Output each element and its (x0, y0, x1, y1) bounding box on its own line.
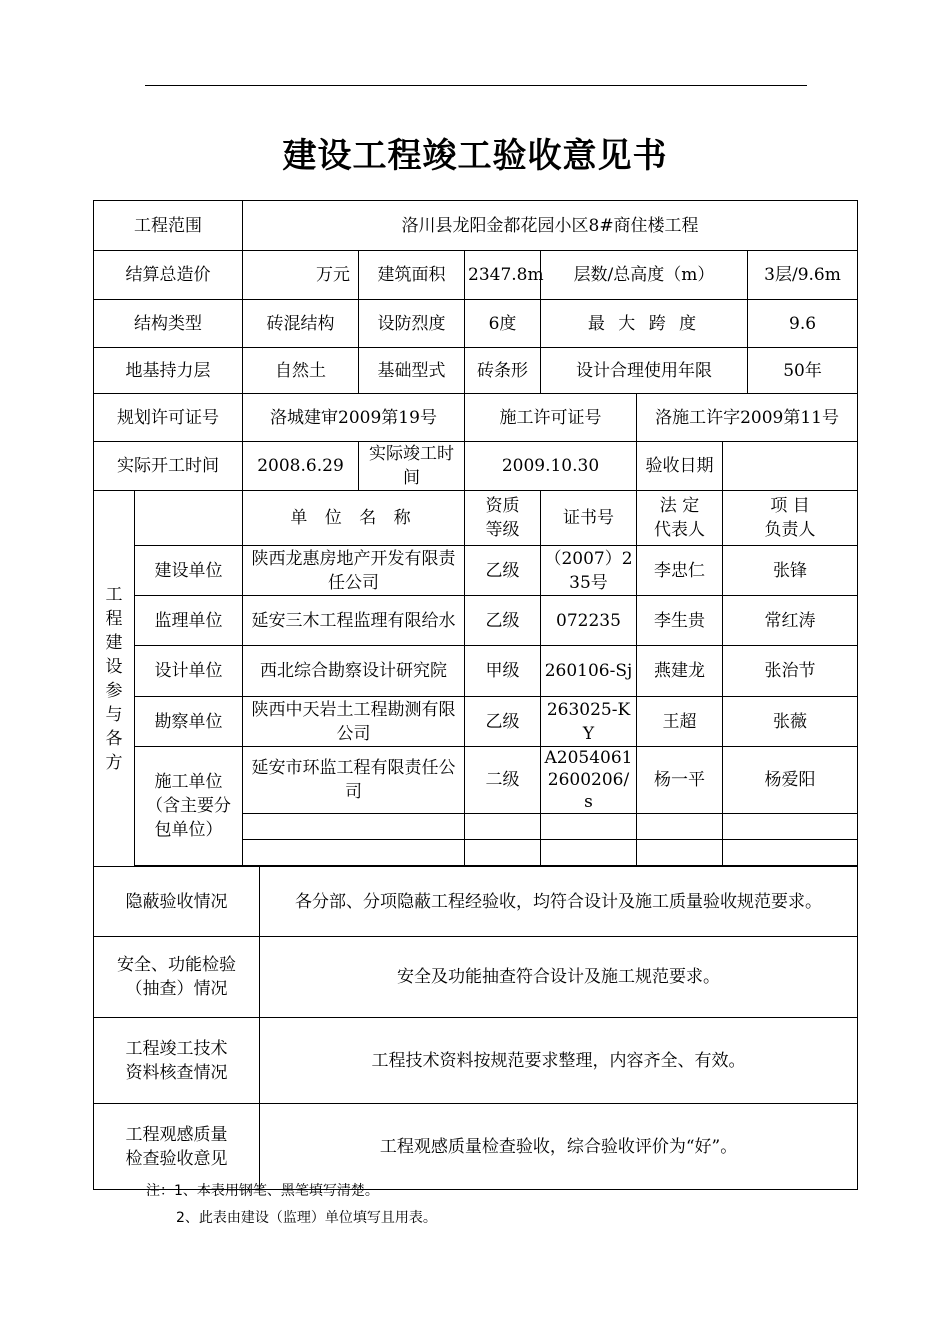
party-role: 设计单位 (135, 646, 243, 697)
party-manager: 常红涛 (723, 596, 858, 646)
note-line: 2、此表由建设（监理）单位填写且用表。 (176, 1210, 437, 1226)
value-permit: 洛施工许字2009第11号 (637, 394, 858, 442)
opinion-value: 各分部、分项隐蔽工程经验收，均符合设计及施工质量验收规范要求。 (260, 867, 858, 937)
party-name: 延安市环监工程有限责任公司 (243, 747, 465, 814)
party-cert: （2007）235号 (541, 546, 637, 596)
label-life: 设计合理使用年限 (541, 348, 748, 394)
value-seismic: 6度 (465, 300, 541, 348)
parties-header-role (135, 491, 243, 546)
party-name: 陕西龙惠房地产开发有限责任公司 (243, 546, 465, 596)
parties-side-label: 工 程 建 设 参 与 各 方 (94, 491, 135, 867)
label-cost: 结算总造价 (94, 251, 243, 300)
party-row (94, 646, 858, 697)
value-bearing: 自然土 (243, 348, 359, 394)
row-scope (94, 201, 858, 251)
party-grade: 甲级 (465, 646, 541, 697)
row-structure (94, 300, 858, 348)
notes (146, 1178, 437, 1232)
parties-header-manager: 项 目 负责人 (723, 491, 858, 546)
party-legal: 王超 (637, 697, 723, 747)
party-cert: 263025-KY (541, 697, 637, 747)
opinion-label: 工程观感质量检查验收意见 (94, 1104, 260, 1190)
opinion-value: 安全及功能抽查符合设计及施工规范要求。 (260, 937, 858, 1018)
party-legal: 燕建龙 (637, 646, 723, 697)
opinion-row (94, 867, 858, 937)
party-manager: 杨爱阳 (723, 747, 858, 814)
blank-cell (541, 840, 637, 866)
party-role: 建设单位 (135, 546, 243, 596)
label-plan: 规划许可证号 (94, 394, 243, 442)
party-row (94, 546, 858, 596)
opinion-row (94, 1018, 858, 1104)
opinion-value: 工程观感质量检查验收，综合验收评价为“好”。 (260, 1104, 858, 1190)
label-structure: 结构类型 (94, 300, 243, 348)
party-grade: 乙级 (465, 697, 541, 747)
value-foundation: 砖条形 (465, 348, 541, 394)
label-area: 建筑面积 (359, 251, 465, 300)
party-name: 西北综合勘察设计研究院 (243, 646, 465, 697)
parties-header-cert: 证书号 (541, 491, 637, 546)
label-floors: 层数/总高度（m） (541, 251, 748, 300)
blank-cell (243, 840, 465, 866)
party-legal: 杨一平 (637, 747, 723, 814)
party-row (94, 596, 858, 646)
blank-cell (723, 840, 858, 866)
blank-cell (637, 840, 723, 866)
opinion-row (94, 1104, 858, 1190)
opinion-row (94, 937, 858, 1018)
opinion-label: 隐蔽验收情况 (94, 867, 260, 937)
party-row (94, 747, 858, 814)
party-cert: A20540612600206/s (541, 747, 637, 814)
row-dates (94, 442, 858, 491)
label-bearing: 地基持力层 (94, 348, 243, 394)
row-cost (94, 251, 858, 300)
value-life: 50年 (748, 348, 858, 394)
blank-cell (637, 814, 723, 840)
parties-header-row (94, 491, 858, 546)
party-role: 施工单位 （含主要分包单位） (135, 747, 243, 866)
party-manager: 张锋 (723, 546, 858, 596)
party-manager: 张治节 (723, 646, 858, 697)
value-floors: 3层/9.6m (748, 251, 858, 300)
label-permit: 施工许可证号 (465, 394, 637, 442)
label-scope: 工程范围 (94, 201, 243, 251)
document-title: 建设工程竣工验收意见书 (282, 136, 668, 176)
party-cert: 260106-Sj (541, 646, 637, 697)
value-accept (723, 442, 858, 491)
acceptance-form-table (93, 200, 858, 1190)
label-start: 实际开工时间 (94, 442, 243, 491)
value-scope: 洛川县龙阳金都花园小区8#商住楼工程 (243, 201, 858, 251)
opinion-label: 工程竣工技术资料核查情况 (94, 1018, 260, 1104)
party-grade: 乙级 (465, 546, 541, 596)
parties-header-grade: 资质 等级 (465, 491, 541, 546)
row-permits (94, 394, 858, 442)
parties-header-name: 单 位 名 称 (243, 491, 465, 546)
party-legal: 李忠仁 (637, 546, 723, 596)
party-name: 陕西中天岩土工程勘测有限公司 (243, 697, 465, 747)
blank-cell (541, 814, 637, 840)
label-foundation: 基础型式 (359, 348, 465, 394)
header-rule (145, 85, 807, 86)
party-role: 勘察单位 (135, 697, 243, 747)
blank-cell (723, 814, 858, 840)
party-role: 监理单位 (135, 596, 243, 646)
label-span: 最 大 跨 度 (541, 300, 748, 348)
opinion-label: 安全、功能检验（抽查）情况 (94, 937, 260, 1018)
note-line: 注：1、本表用钢笔、黑笔填写清楚。 (146, 1183, 379, 1199)
value-plan: 洛城建审2009第19号 (243, 394, 465, 442)
party-grade: 乙级 (465, 596, 541, 646)
label-accept: 验收日期 (637, 442, 723, 491)
value-cost: 万元 (243, 251, 359, 300)
parties-header-legal: 法 定 代表人 (637, 491, 723, 546)
blank-cell (465, 814, 541, 840)
value-structure: 砖混结构 (243, 300, 359, 348)
value-span: 9.6 (748, 300, 858, 348)
blank-cell (243, 814, 465, 840)
party-name: 延安三木工程监理有限给水 (243, 596, 465, 646)
value-finish: 2009.10.30 (465, 442, 637, 491)
value-area: 2347.8m (465, 251, 541, 300)
opinion-value: 工程技术资料按规范要求整理，内容齐全、有效。 (260, 1018, 858, 1104)
value-start: 2008.6.29 (243, 442, 359, 491)
row-foundation (94, 348, 858, 394)
party-row (94, 697, 858, 747)
party-cert: 072235 (541, 596, 637, 646)
party-grade: 二级 (465, 747, 541, 814)
label-seismic: 设防烈度 (359, 300, 465, 348)
party-manager: 张薇 (723, 697, 858, 747)
party-legal: 李生贵 (637, 596, 723, 646)
blank-cell (465, 840, 541, 866)
label-finish: 实际竣工时间 (359, 442, 465, 491)
